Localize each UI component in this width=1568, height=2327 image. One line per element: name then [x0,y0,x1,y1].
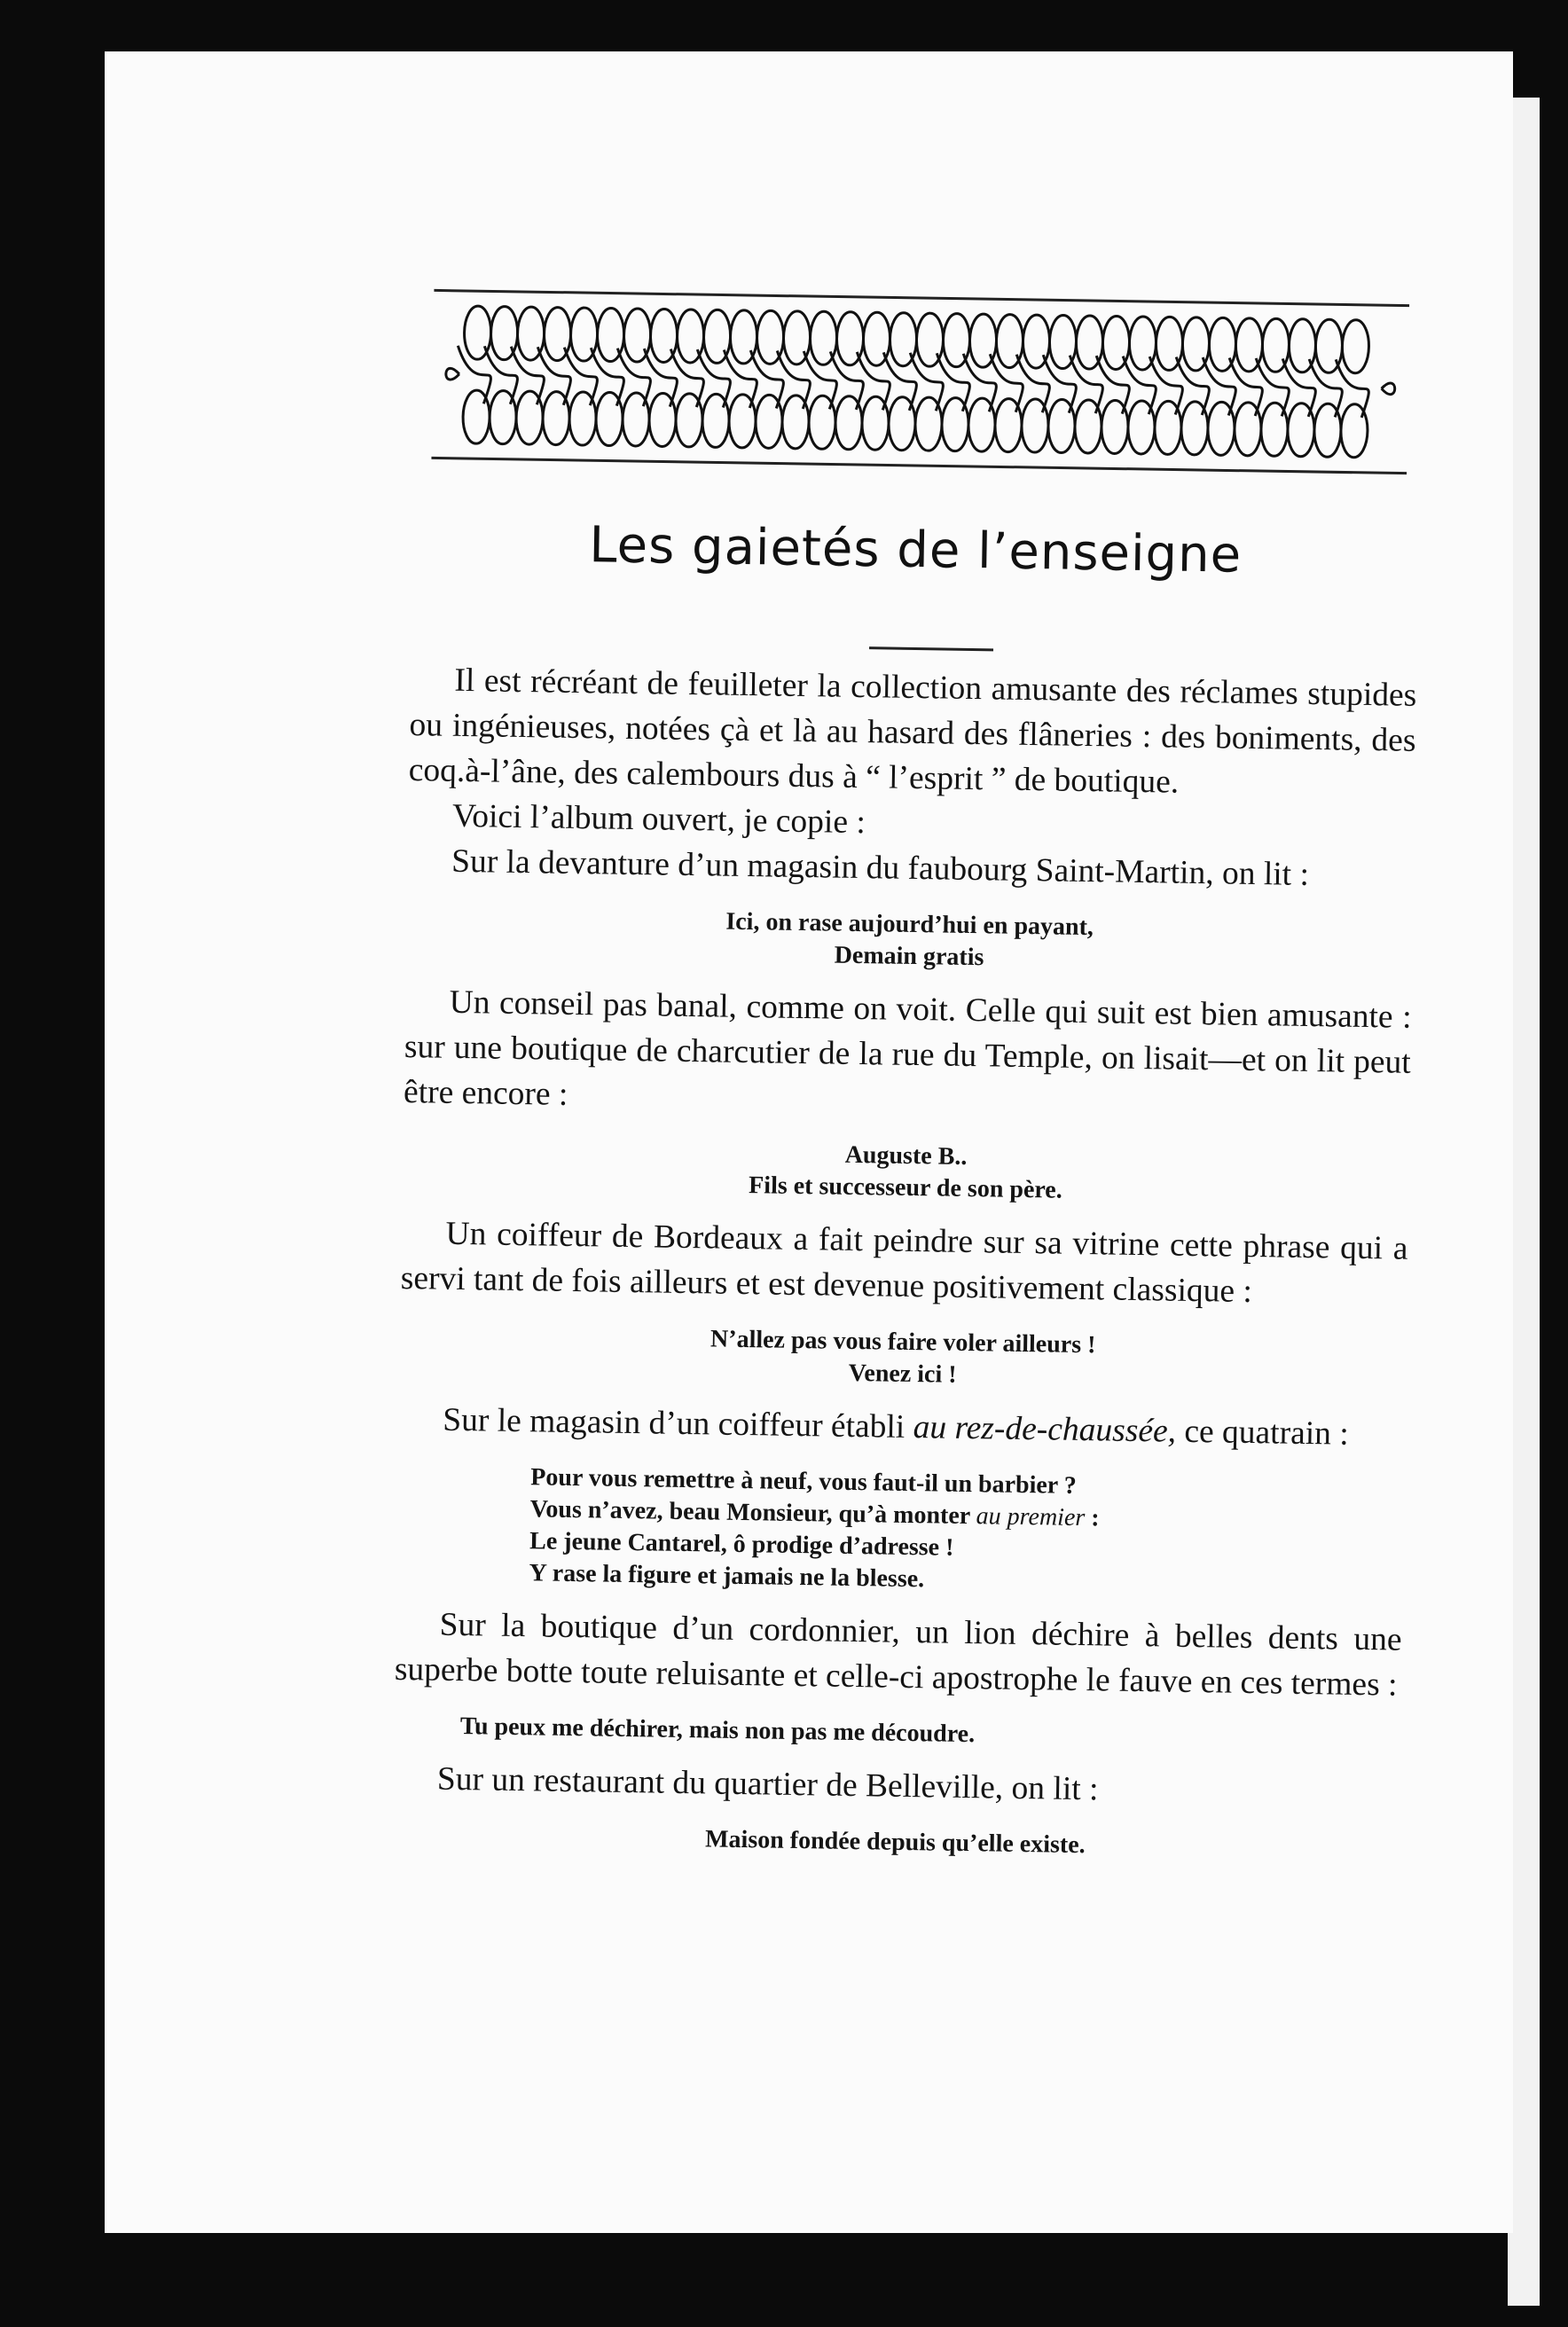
paragraph: Il est récréant de feuilleter la collection amusante des réclames stupides ou ingénieuses, notées çà et là au hasard des flâneries : des boniments, des coq.à-l’âne, des calembours dus à “ l’esprit ” de boutique. [408,662,1417,801]
paragraph: Sur la devanture d’un magasin du faubourg Saint-Martin, on lit : [451,842,1310,893]
sign-quote [405,901,1413,981]
decorative-header-ornament [431,283,1409,482]
title-rule [869,646,993,651]
sign-quote [392,1819,1399,1867]
quatrain-line: Le jeune Cantarel, ô prodige d’adresse ! [529,1527,954,1562]
page-title: Les gaietés de l’enseigne [588,516,1243,584]
sign-line: Venez ici ! [848,1359,957,1389]
sign-quote [402,1132,1409,1212]
article-body [391,657,1416,1881]
sign-line: Ici, on rase aujourd’hui en payant, [725,907,1094,942]
quatrain-text: : [1085,1504,1100,1532]
quatrain [396,1460,1404,1603]
sign-quote [394,1710,1400,1758]
sign-line: N’allez pas vous faire voler ailleurs ! [710,1325,1096,1359]
sign-line: Fils et successeur de son père. [748,1171,1063,1204]
sign-line: Demain gratis [834,941,984,972]
sign-line: Maison fondée depuis qu’elle existe. [704,1825,1086,1860]
paragraph [398,1397,1406,1458]
paragraph: Un coiffeur de Bordeaux a fait peindre sur sa vitrine cette phrase qui a servi tant de fois ailleurs et est devenue positivement classique : [400,1215,1408,1311]
paragraph: Sur la boutique d’un cordonnier, un lion déchire à belles dents une superbe botte toute reluisante et celle-ci apostrophe le fauve en ces termes : [394,1606,1402,1704]
sign-line: Auguste B.. [844,1140,968,1171]
page-content [387,247,1423,2197]
sign-quote [399,1319,1407,1399]
paragraph-emphasis: au rez-de-chaussée, [913,1409,1177,1450]
paragraph: Voici l’album ouvert, je copie : [451,797,866,842]
paragraph: Un conseil pas banal, comme on voit. Celle qui suit est bien amusante : sur une boutique de charcutier de la rue du Temple, on lisait—et on lit peut être encore : [403,983,1412,1113]
quatrain-emphasis: au premier [976,1502,1086,1532]
sign-line: Tu peux me déchirer, mais non pas me découdre. [459,1712,976,1749]
quatrain-text: Vous n’avez, beau Monsieur, qu’à monter [529,1495,976,1531]
quatrain-line: Y rase la figure et jamais ne la blesse. [529,1559,925,1594]
book-page [105,51,1513,2233]
paragraph: Sur un restaurant du quartier de Belleville, on lit : [436,1760,1099,1808]
paragraph-text: Sur le magasin d’un coiffeur établi [442,1401,913,1446]
paragraph-text: ce quatrain : [1175,1413,1350,1453]
quatrain-line: Pour vous remettre à neuf, vous faut-il un barbier ? [530,1463,1077,1500]
